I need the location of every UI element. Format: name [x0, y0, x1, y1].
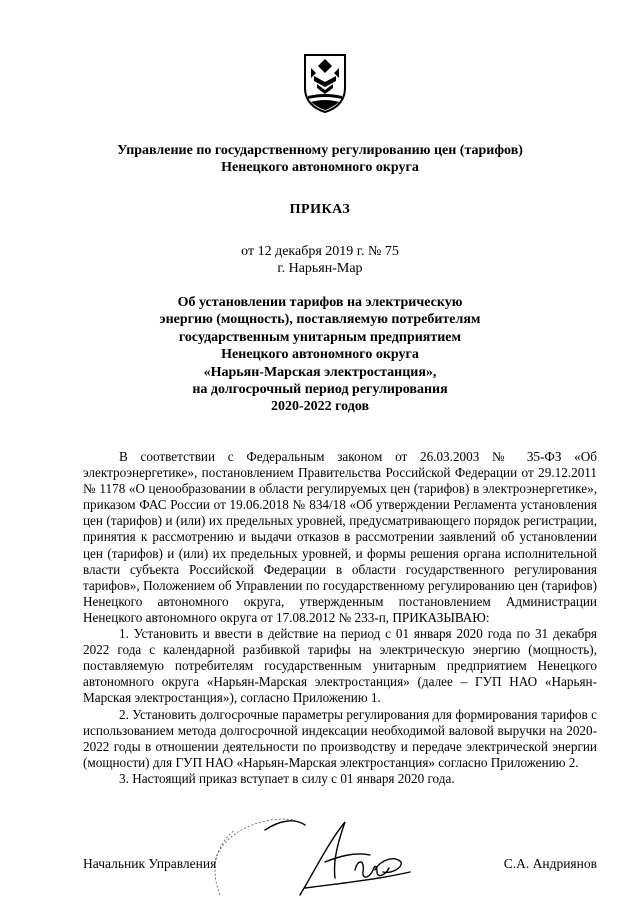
- subject-line: Об установлении тарифов на электрическую: [177, 295, 463, 310]
- document-place: г. Нарьян-Мар: [277, 261, 363, 276]
- order-item-1: 1. Установить и ввести в действие на период с 01 января 2020 года по 31 декабря 2022 года с календарной разбивкой тарифы на электрическую энергию (мощность), поставляемую потребителям государственным унитарным предприятием Ненецкого автономного округа «Нарьян-Марская электростанция» (далее – ГУП НАО «Нарьян-Марская электростанция»), согласно Приложению 1.: [83, 626, 597, 706]
- organization-line-1: Управление по государственному регулированию цен (тарифов): [117, 143, 523, 158]
- organization-name: [0, 142, 640, 176]
- order-item-2: 2. Установить долгосрочные параметры регулирования для формирования тарифов с использованием метода долгосрочной индексации необходимой валовой выручки на 2020-2022 годы в отношении деятельности по производству и передаче электрической энергии (мощности) для ГУП НАО «Нарьян-Марская электростанция» согласно Приложению 2.: [83, 706, 597, 770]
- subject-line: 2020-2022 годов: [270, 399, 370, 415]
- signatory-name: С.А. Андриянов: [503, 856, 597, 871]
- order-item-3: 3. Настоящий приказ вступает в силу с 01 января 2020 года.: [119, 770, 455, 786]
- subject-line: на долгосрочный период регулирования: [192, 382, 448, 398]
- signature-icon: [205, 800, 415, 905]
- document-title: ПРИКАЗ: [289, 202, 351, 217]
- document-subject: [0, 294, 640, 416]
- preamble-paragraph: В соответствии с Федеральным законом от 26.03.2003 № 35-ФЗ «Об электроэнергетике», постановлением Правительства Российской Федерации от 29.12.2011 № 1178 «О ценообразовании в области регулируемых цен (тарифов) в электроэнергетике», приказом ФАС России от 19.06.2018 № 834/18 «Об утверждении Регламента установления цен (тарифов) и (или) их предельных уровней, предусматривающего порядок регистрации, принятия к рассмотрению и выдачи отказов в рассмотрении заявлений об установлении цен (тарифов) и (или) их предельных уровней, и формы решения органа исполнительной власти субъекта Российской Федерации в области государственного регулирования тарифов», Положением об Управлении по государственному регулированию цен (тарифов) Ненецкого автономного округа, утвержденным постановлением Администрации Ненецкого автономного округа от 17.08.2012 № 233-п, ПРИКАЗЫВАЮ:: [83, 449, 597, 625]
- coat-of-arms-emblem-icon: [302, 52, 348, 114]
- document-date-number: от 12 декабря 2019 г. № 75: [241, 244, 399, 259]
- subject-line: «Нарьян-Марская электростанция»,: [203, 364, 437, 380]
- document-body: [83, 449, 597, 787]
- subject-line: Ненецкого автономного округа: [221, 347, 419, 363]
- subject-line: энергию (мощность), поставляемую потребителям: [159, 312, 481, 328]
- subject-line: государственным унитарным предприятием: [178, 329, 462, 345]
- document-meta: [0, 243, 640, 277]
- organization-line-2: Ненецкого автономного округа: [221, 160, 419, 175]
- signatory-position: Начальник Управления: [83, 856, 217, 871]
